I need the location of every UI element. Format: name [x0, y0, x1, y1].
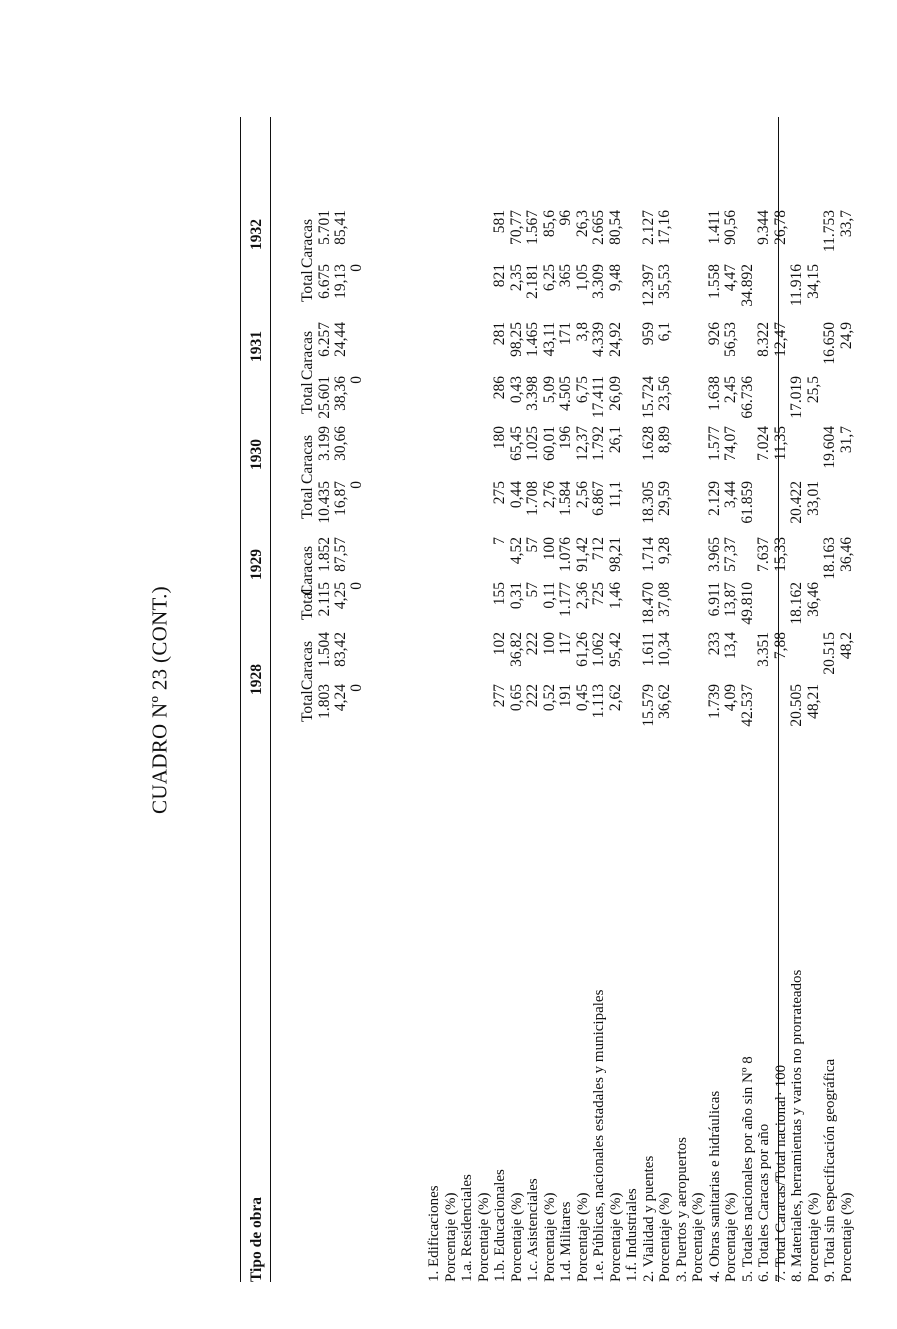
table-cell: 0: [348, 481, 365, 489]
table-cell: 0,43: [507, 376, 525, 404]
row-label: Porcentaje (%): [657, 1192, 673, 1282]
table-cell: 2,76: [540, 481, 558, 509]
table-cell: 117: [557, 632, 574, 655]
table-cell: 6.867: [590, 481, 607, 516]
table-cell: 26,78: [771, 210, 789, 245]
table-cell: 23,56: [656, 376, 673, 411]
table-cell: 26,3: [573, 210, 591, 238]
table-cell: 34.892: [738, 264, 756, 307]
table-cell: 1.558: [705, 264, 723, 299]
table-cell: 1.852: [316, 537, 333, 572]
table-cell: 196: [557, 426, 574, 450]
table-cell: 95,42: [606, 632, 624, 667]
table-cell: 65,45: [507, 426, 525, 461]
header-rule: [270, 117, 271, 1282]
row-label: 4. Obras sanitarias e hidráulicas: [706, 1090, 723, 1282]
table-cell: 13,4: [722, 632, 739, 660]
table-cell: 2.665: [590, 210, 607, 245]
table-cell: 57: [524, 537, 541, 553]
table-cell: 1.708: [524, 481, 541, 516]
row-label: 5. Totales nacionales por año sin Nº 8: [739, 1056, 756, 1282]
table-cell: 12,37: [573, 426, 591, 461]
table-cell: 17,16: [656, 210, 673, 245]
table-cell: 1.465: [524, 322, 541, 357]
table-cell: 98,21: [606, 537, 624, 572]
table-cell: 1.076: [557, 537, 574, 572]
table-cell: 48,21: [804, 684, 822, 719]
table-cell: 0,65: [507, 684, 525, 712]
table-cell: 0,44: [507, 481, 525, 509]
table-cell: 18.305: [639, 481, 657, 524]
table-cell: 42.537: [738, 684, 756, 727]
table-cell: 1.504: [316, 632, 333, 667]
table-cell: 36,46: [804, 582, 822, 617]
table-cell: 926: [705, 322, 723, 346]
table-cell: 24,92: [606, 322, 624, 357]
table-cell: 1.739: [705, 684, 723, 719]
table-cell: 31,7: [837, 426, 855, 454]
table-cell: 87,57: [332, 537, 349, 572]
table-cell: 19,13: [332, 264, 349, 299]
table-cell: 0: [348, 264, 365, 272]
table-cell: 2.181: [524, 264, 541, 299]
table-cell: 1.025: [524, 426, 541, 461]
table-cell: 1.567: [524, 210, 541, 245]
table-cell: 74,07: [722, 426, 739, 461]
column-subheader: Caracas: [299, 640, 316, 690]
column-subheader: Caracas: [299, 545, 316, 595]
table-cell: 16.650: [821, 322, 838, 365]
table-cell: 1.577: [705, 426, 723, 461]
year-header: 1930: [248, 439, 265, 470]
table-cell: 85,6: [540, 210, 558, 238]
table-cell: 171: [557, 322, 574, 346]
table-cell: 61.859: [738, 481, 756, 524]
table-cell: 24,9: [837, 322, 855, 350]
table-cell: 1,46: [606, 582, 624, 610]
table-cell: 2,35: [507, 264, 525, 292]
table-cell: 12.397: [639, 264, 657, 307]
table-cell: 712: [590, 537, 607, 561]
table-cell: 36,82: [507, 632, 525, 667]
table-cell: 26,1: [606, 426, 624, 454]
table-cell: 10,34: [656, 632, 673, 667]
table-cell: 1.611: [639, 632, 657, 667]
year-header: 1932: [248, 219, 265, 250]
table-cell: 15.579: [639, 684, 657, 727]
table-cell: 35,53: [656, 264, 673, 299]
table-cell: 13,87: [722, 582, 739, 617]
table-cell: 83,42: [332, 632, 349, 667]
table-cell: 180: [491, 426, 508, 450]
table-cell: 70,77: [507, 210, 525, 245]
table-cell: 25,5: [804, 376, 822, 404]
table-cell: 6,25: [540, 264, 558, 292]
table-cell: 29,59: [656, 481, 673, 516]
row-label: Porcentaje (%): [508, 1192, 525, 1282]
table-cell: 4,47: [722, 264, 739, 292]
table-cell: 1,05: [573, 264, 591, 292]
table-cell: 1.113: [590, 684, 607, 719]
table-cell: 37,08: [656, 582, 673, 617]
table-cell: 5.701: [316, 210, 333, 245]
table-cell: 1.628: [639, 426, 657, 461]
table-cell: 38,36: [332, 376, 349, 411]
column-subheader: Total: [299, 487, 316, 519]
row-label: 1.a. Residenciales: [459, 1174, 475, 1282]
table-cell: 15.724: [639, 376, 657, 419]
table-cell: 155: [491, 582, 508, 606]
row-label: 2. Vialidad y puentes: [640, 1155, 657, 1282]
table-cell: 2,36: [573, 582, 591, 610]
table-cell: 20.505: [788, 684, 805, 727]
table-cell: 6,1: [656, 322, 673, 342]
table-cell: 15,33: [771, 537, 789, 572]
column-subheader: Caracas: [299, 434, 316, 484]
table-cell: 30,66: [332, 426, 349, 461]
table-cell: 19.604: [821, 426, 838, 469]
table-cell: 3.398: [524, 376, 541, 411]
table-cell: 0,11: [540, 582, 558, 609]
table-cell: 0,45: [573, 684, 591, 712]
table-cell: 1.062: [590, 632, 607, 667]
row-label: 9. Total sin especificación geográfica: [822, 1058, 838, 1282]
table-cell: 1.177: [557, 582, 574, 617]
table-cell: 191: [557, 684, 574, 708]
row-label: 1.c. Asistenciales: [525, 1178, 541, 1282]
row-label: Porcentaje (%): [690, 1192, 706, 1282]
table-cell: 7,88: [771, 632, 789, 660]
table-cell: 0,31: [507, 582, 525, 610]
table-cell: 3.351: [755, 632, 772, 667]
table-cell: 281: [491, 322, 508, 346]
table-cell: 85,41: [332, 210, 349, 245]
row-label: Porcentaje (%): [541, 1192, 558, 1282]
row-label: 1.d. Militares: [558, 1201, 574, 1282]
table-cell: 24,44: [332, 322, 349, 357]
table-top-rule: [240, 117, 241, 1282]
row-label: 7. Total Caracas/Total nacional· 100: [772, 1064, 789, 1282]
table-cell: 8,89: [656, 426, 673, 454]
table-cell: 102: [491, 632, 508, 656]
column-subheader: Caracas: [299, 218, 316, 268]
table-cell: 0: [348, 376, 365, 384]
table-cell: 7.024: [755, 426, 772, 461]
table-cell: 36,46: [837, 537, 855, 572]
column-subheader: Total: [299, 690, 316, 722]
table-cell: 33,7: [837, 210, 855, 238]
table-cell: 2.115: [316, 582, 333, 617]
table-cell: 286: [491, 376, 508, 400]
table-cell: 9.344: [755, 210, 772, 245]
table-cell: 7: [491, 537, 508, 545]
table-cell: 277: [491, 684, 508, 708]
table-cell: 222: [524, 684, 541, 708]
table-cell: 80,54: [606, 210, 624, 245]
table-cell: 20.422: [788, 481, 805, 524]
table-cell: 18.470: [639, 582, 657, 625]
table-cell: 725: [590, 582, 607, 606]
table-cell: 1.803: [316, 684, 333, 719]
row-label: 1. Edificaciones: [426, 1185, 442, 1282]
table-cell: 0: [348, 684, 365, 692]
year-header: 1931: [248, 331, 265, 362]
table-cell: 9,48: [606, 264, 624, 292]
table-cell: 4.339: [590, 322, 607, 357]
table-cell: 11,1: [606, 481, 624, 508]
table-cell: 222: [524, 632, 541, 656]
row-label: Porcentaje (%): [805, 1192, 822, 1282]
table-cell: 61,26: [573, 632, 591, 667]
table-cell: 10.435: [316, 481, 333, 524]
year-header: 1928: [248, 664, 265, 695]
table-cell: 91,42: [573, 537, 591, 572]
table-cell: 18.162: [788, 582, 805, 625]
table-cell: 2,56: [573, 481, 591, 509]
row-label: 1.b. Educacionales: [492, 1169, 508, 1282]
row-label: Porcentaje (%): [442, 1192, 459, 1282]
table-cell: 4,25: [332, 582, 349, 610]
row-label: Porcentaje (%): [838, 1192, 855, 1282]
table-cell: 90,56: [722, 210, 739, 245]
table-cell: 3.965: [705, 537, 723, 572]
caption-text: CUADRO Nº 23 (CONT.): [147, 586, 172, 814]
table-cell: 11.916: [788, 264, 805, 307]
table-cell: 17.411: [590, 376, 607, 419]
table-cell: 98,25: [507, 322, 525, 357]
table-cell: 33,01: [804, 481, 822, 516]
table-cell: 1.638: [705, 376, 723, 411]
table-cell: 6.675: [316, 264, 333, 299]
table-cell: 1.792: [590, 426, 607, 461]
table-cell: 0,52: [540, 684, 558, 712]
table-cell: 60,01: [540, 426, 558, 461]
table-cell: 34,15: [804, 264, 822, 299]
table-cell: 26,09: [606, 376, 624, 411]
table-cell: 3.309: [590, 264, 607, 299]
table-cell: 20.515: [821, 632, 838, 675]
table-cell: 48,2: [837, 632, 855, 660]
table-cell: 365: [557, 264, 574, 288]
table-cell: 57: [524, 582, 541, 598]
table-cell: 959: [639, 322, 657, 346]
table-cell: 18.163: [821, 537, 838, 580]
table-cell: 100: [540, 632, 558, 656]
table-cell: 6,75: [573, 376, 591, 404]
table-cell: 57,37: [722, 537, 739, 572]
table-cell: 12,47: [771, 322, 789, 357]
table-cell: 1.411: [705, 210, 723, 245]
table-cell: 0: [348, 582, 365, 590]
table-cell: 4,09: [722, 684, 739, 712]
data-table: [240, 117, 855, 1282]
table-cell: 96: [557, 210, 574, 226]
table-cell: 6.911: [705, 582, 723, 617]
table-cell: 43,11: [540, 322, 558, 357]
column-subheader: Caracas: [299, 330, 316, 380]
table-cell: 2,45: [722, 376, 739, 404]
table-cell: 56,53: [722, 322, 739, 357]
table-cell: 49.810: [738, 582, 756, 625]
table-cell: 3,8: [573, 322, 591, 342]
table-cell: 9,28: [656, 537, 673, 565]
table-cell: 1.714: [639, 537, 657, 572]
table-cell: 16,87: [332, 481, 349, 516]
year-header: 1929: [248, 549, 265, 580]
table-cell: 5,09: [540, 376, 558, 404]
stub-header: Tipo de obra: [248, 1197, 265, 1282]
table-cell: 821: [491, 264, 508, 288]
table-cell: 4,24: [332, 684, 349, 712]
row-label: 1.f. Industriales: [624, 1188, 640, 1282]
table-cell: 2.129: [705, 481, 723, 516]
column-subheader: Total: [299, 270, 316, 302]
table-cell: 581: [491, 210, 508, 234]
table-cell: 11,35: [771, 426, 789, 461]
table-cell: 233: [705, 632, 723, 656]
table-cell: 2.127: [639, 210, 657, 245]
row-label: 3. Puertos y aeropuertos: [673, 1137, 690, 1282]
table-cell: 1.584: [557, 481, 574, 516]
table-cell: 4,52: [507, 537, 525, 565]
table-cell: 6.257: [316, 322, 333, 357]
table-cell: 275: [491, 481, 508, 505]
table-cell: 2,62: [606, 684, 624, 712]
row-label: 8. Materiales, herramientas y varios no prorrateados: [789, 969, 805, 1282]
table-cell: 100: [540, 537, 558, 561]
row-label: 1.e. Públicas, nacionales estadales y municipales: [591, 989, 607, 1282]
table-cell: 7.637: [755, 537, 772, 572]
table-cell: 11.753: [821, 210, 838, 253]
table-cell: 66.736: [738, 376, 756, 419]
row-label: 6. Totales Caracas por año: [756, 1123, 772, 1282]
table-cell: 3,44: [722, 481, 739, 509]
table-cell: 4.505: [557, 376, 574, 411]
column-subheader: Total: [299, 382, 316, 414]
row-label: Porcentaje (%): [607, 1192, 624, 1282]
row-label: Porcentaje (%): [574, 1192, 591, 1282]
table-cell: 25.601: [316, 376, 333, 419]
table-cell: 8.322: [755, 322, 772, 357]
table-cell: 17.019: [788, 376, 805, 419]
table-cell: 3.199: [316, 426, 333, 461]
row-label: Porcentaje (%): [723, 1192, 739, 1282]
row-label: Porcentaje (%): [475, 1192, 492, 1282]
column-subheader: Total: [299, 588, 316, 620]
table-cell: 36,62: [656, 684, 673, 719]
